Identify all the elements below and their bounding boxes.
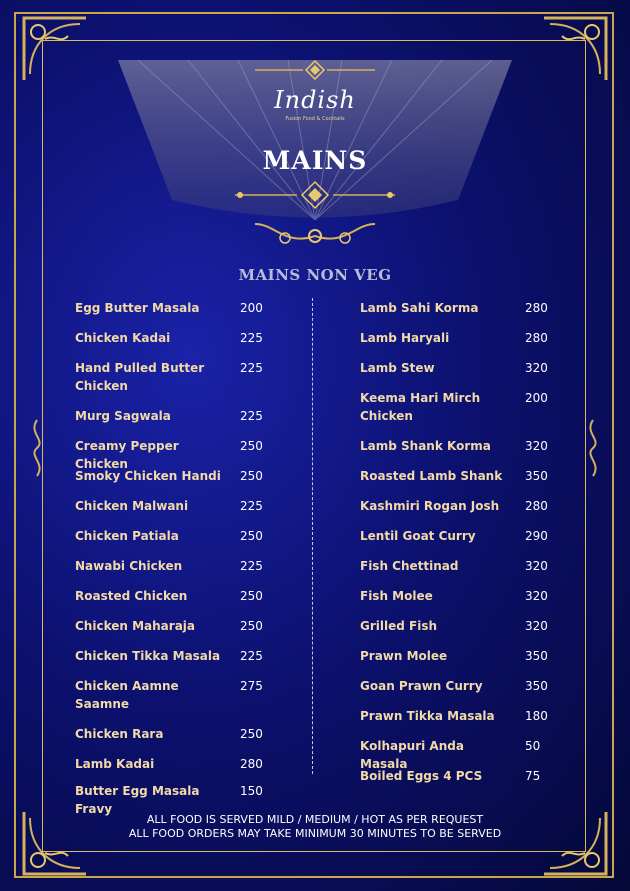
item-price: 280 xyxy=(525,331,548,345)
brand-name: Indish xyxy=(274,86,356,114)
item-name: Chicken Patiala xyxy=(75,529,179,543)
item-name: Chicken Malwani xyxy=(75,499,189,513)
item-price: 250 xyxy=(240,589,263,603)
item-price: 50 xyxy=(525,739,541,753)
item-price: 200 xyxy=(525,391,548,405)
corner-ornament-icon xyxy=(540,14,610,84)
corner-ornament-icon xyxy=(20,14,90,84)
item-price: 225 xyxy=(240,559,263,573)
item-name: Creamy Pepper Chicken xyxy=(75,439,179,471)
item-name: Goan Prawn Curry xyxy=(360,679,483,693)
item-name: Chicken Aamne Saamne xyxy=(75,679,179,711)
column-divider xyxy=(312,298,313,774)
item-name: Fish Molee xyxy=(360,589,433,603)
brand-logo xyxy=(0,86,630,122)
item-price: 275 xyxy=(240,679,263,693)
item-name: Prawn Tikka Masala xyxy=(360,709,495,723)
section-title: MAINS NON VEG xyxy=(238,266,392,284)
item-name: Lamb Kadai xyxy=(75,757,155,771)
footer-line-2: ALL FOOD ORDERS MAY TAKE MINIMUM 30 MINUTES TO BE SERVED xyxy=(128,827,502,840)
item-name: Keema Hari Mirch Chicken xyxy=(360,391,481,423)
item-price: 250 xyxy=(240,469,263,483)
item-name: Nawabi Chicken xyxy=(75,559,183,573)
item-price: 225 xyxy=(240,649,263,663)
side-ornament-icon xyxy=(582,418,604,478)
item-price: 320 xyxy=(525,361,548,375)
item-price: 225 xyxy=(240,331,263,345)
item-price: 320 xyxy=(525,589,548,603)
item-price: 250 xyxy=(240,619,263,633)
item-price: 280 xyxy=(240,757,263,771)
item-price: 150 xyxy=(240,784,263,798)
item-name: Lamb Haryali xyxy=(360,331,450,345)
diamond-ornament-icon xyxy=(235,180,395,210)
item-price: 280 xyxy=(525,499,548,513)
item-name: Egg Butter Masala xyxy=(75,301,200,315)
item-name: Lamb Sahi Korma xyxy=(360,301,479,315)
item-price: 320 xyxy=(525,559,548,573)
item-price: 225 xyxy=(240,499,263,513)
item-name: Kashmiri Rogan Josh xyxy=(360,499,500,513)
item-price: 250 xyxy=(240,529,263,543)
item-name: Boiled Eggs 4 PCS xyxy=(360,769,483,783)
item-name: Hand Pulled Butter Chicken xyxy=(75,361,205,393)
item-price: 180 xyxy=(525,709,548,723)
item-name: Murg Sagwala xyxy=(75,409,171,423)
scroll-ornament-icon xyxy=(245,216,385,250)
item-price: 280 xyxy=(525,301,548,315)
item-name: Kolhapuri Anda Masala xyxy=(360,739,464,771)
item-name: Lentil Goat Curry xyxy=(360,529,476,543)
item-price: 250 xyxy=(240,439,263,453)
item-name: Lamb Shank Korma xyxy=(360,439,491,453)
item-price: 350 xyxy=(525,649,548,663)
item-name: Fish Chettinad xyxy=(360,559,459,573)
item-name: Butter Egg Masala Fravy xyxy=(75,784,200,816)
item-price: 290 xyxy=(525,529,548,543)
footer-line-1: ALL FOOD IS SERVED MILD / MEDIUM / HOT AS PER REQUEST xyxy=(146,813,484,826)
item-price: 320 xyxy=(525,619,548,633)
item-name: Lamb Stew xyxy=(360,361,435,375)
item-price: 250 xyxy=(240,727,263,741)
footer-notice xyxy=(0,813,630,841)
item-name: Grilled Fish xyxy=(360,619,438,633)
item-price: 320 xyxy=(525,439,548,453)
diamond-ornament-icon xyxy=(255,60,375,80)
item-name: Smoky Chicken Handi xyxy=(75,469,221,483)
item-name: Chicken Tikka Masala xyxy=(75,649,221,663)
item-price: 225 xyxy=(240,409,263,423)
item-name: Roasted Chicken xyxy=(75,589,188,603)
item-price: 75 xyxy=(525,769,541,783)
item-price: 350 xyxy=(525,469,548,483)
item-price: 225 xyxy=(240,361,263,375)
item-name: Chicken Rara xyxy=(75,727,164,741)
item-name: Prawn Molee xyxy=(360,649,448,663)
page-title: MAINS xyxy=(262,146,368,175)
brand-tagline: Fusion Food & Cocktails xyxy=(285,116,345,122)
item-name: Roasted Lamb Shank xyxy=(360,469,503,483)
item-price: 350 xyxy=(525,679,548,693)
side-ornament-icon xyxy=(26,418,48,478)
item-price: 200 xyxy=(240,301,263,315)
item-name: Chicken Maharaja xyxy=(75,619,195,633)
item-name: Chicken Kadai xyxy=(75,331,171,345)
